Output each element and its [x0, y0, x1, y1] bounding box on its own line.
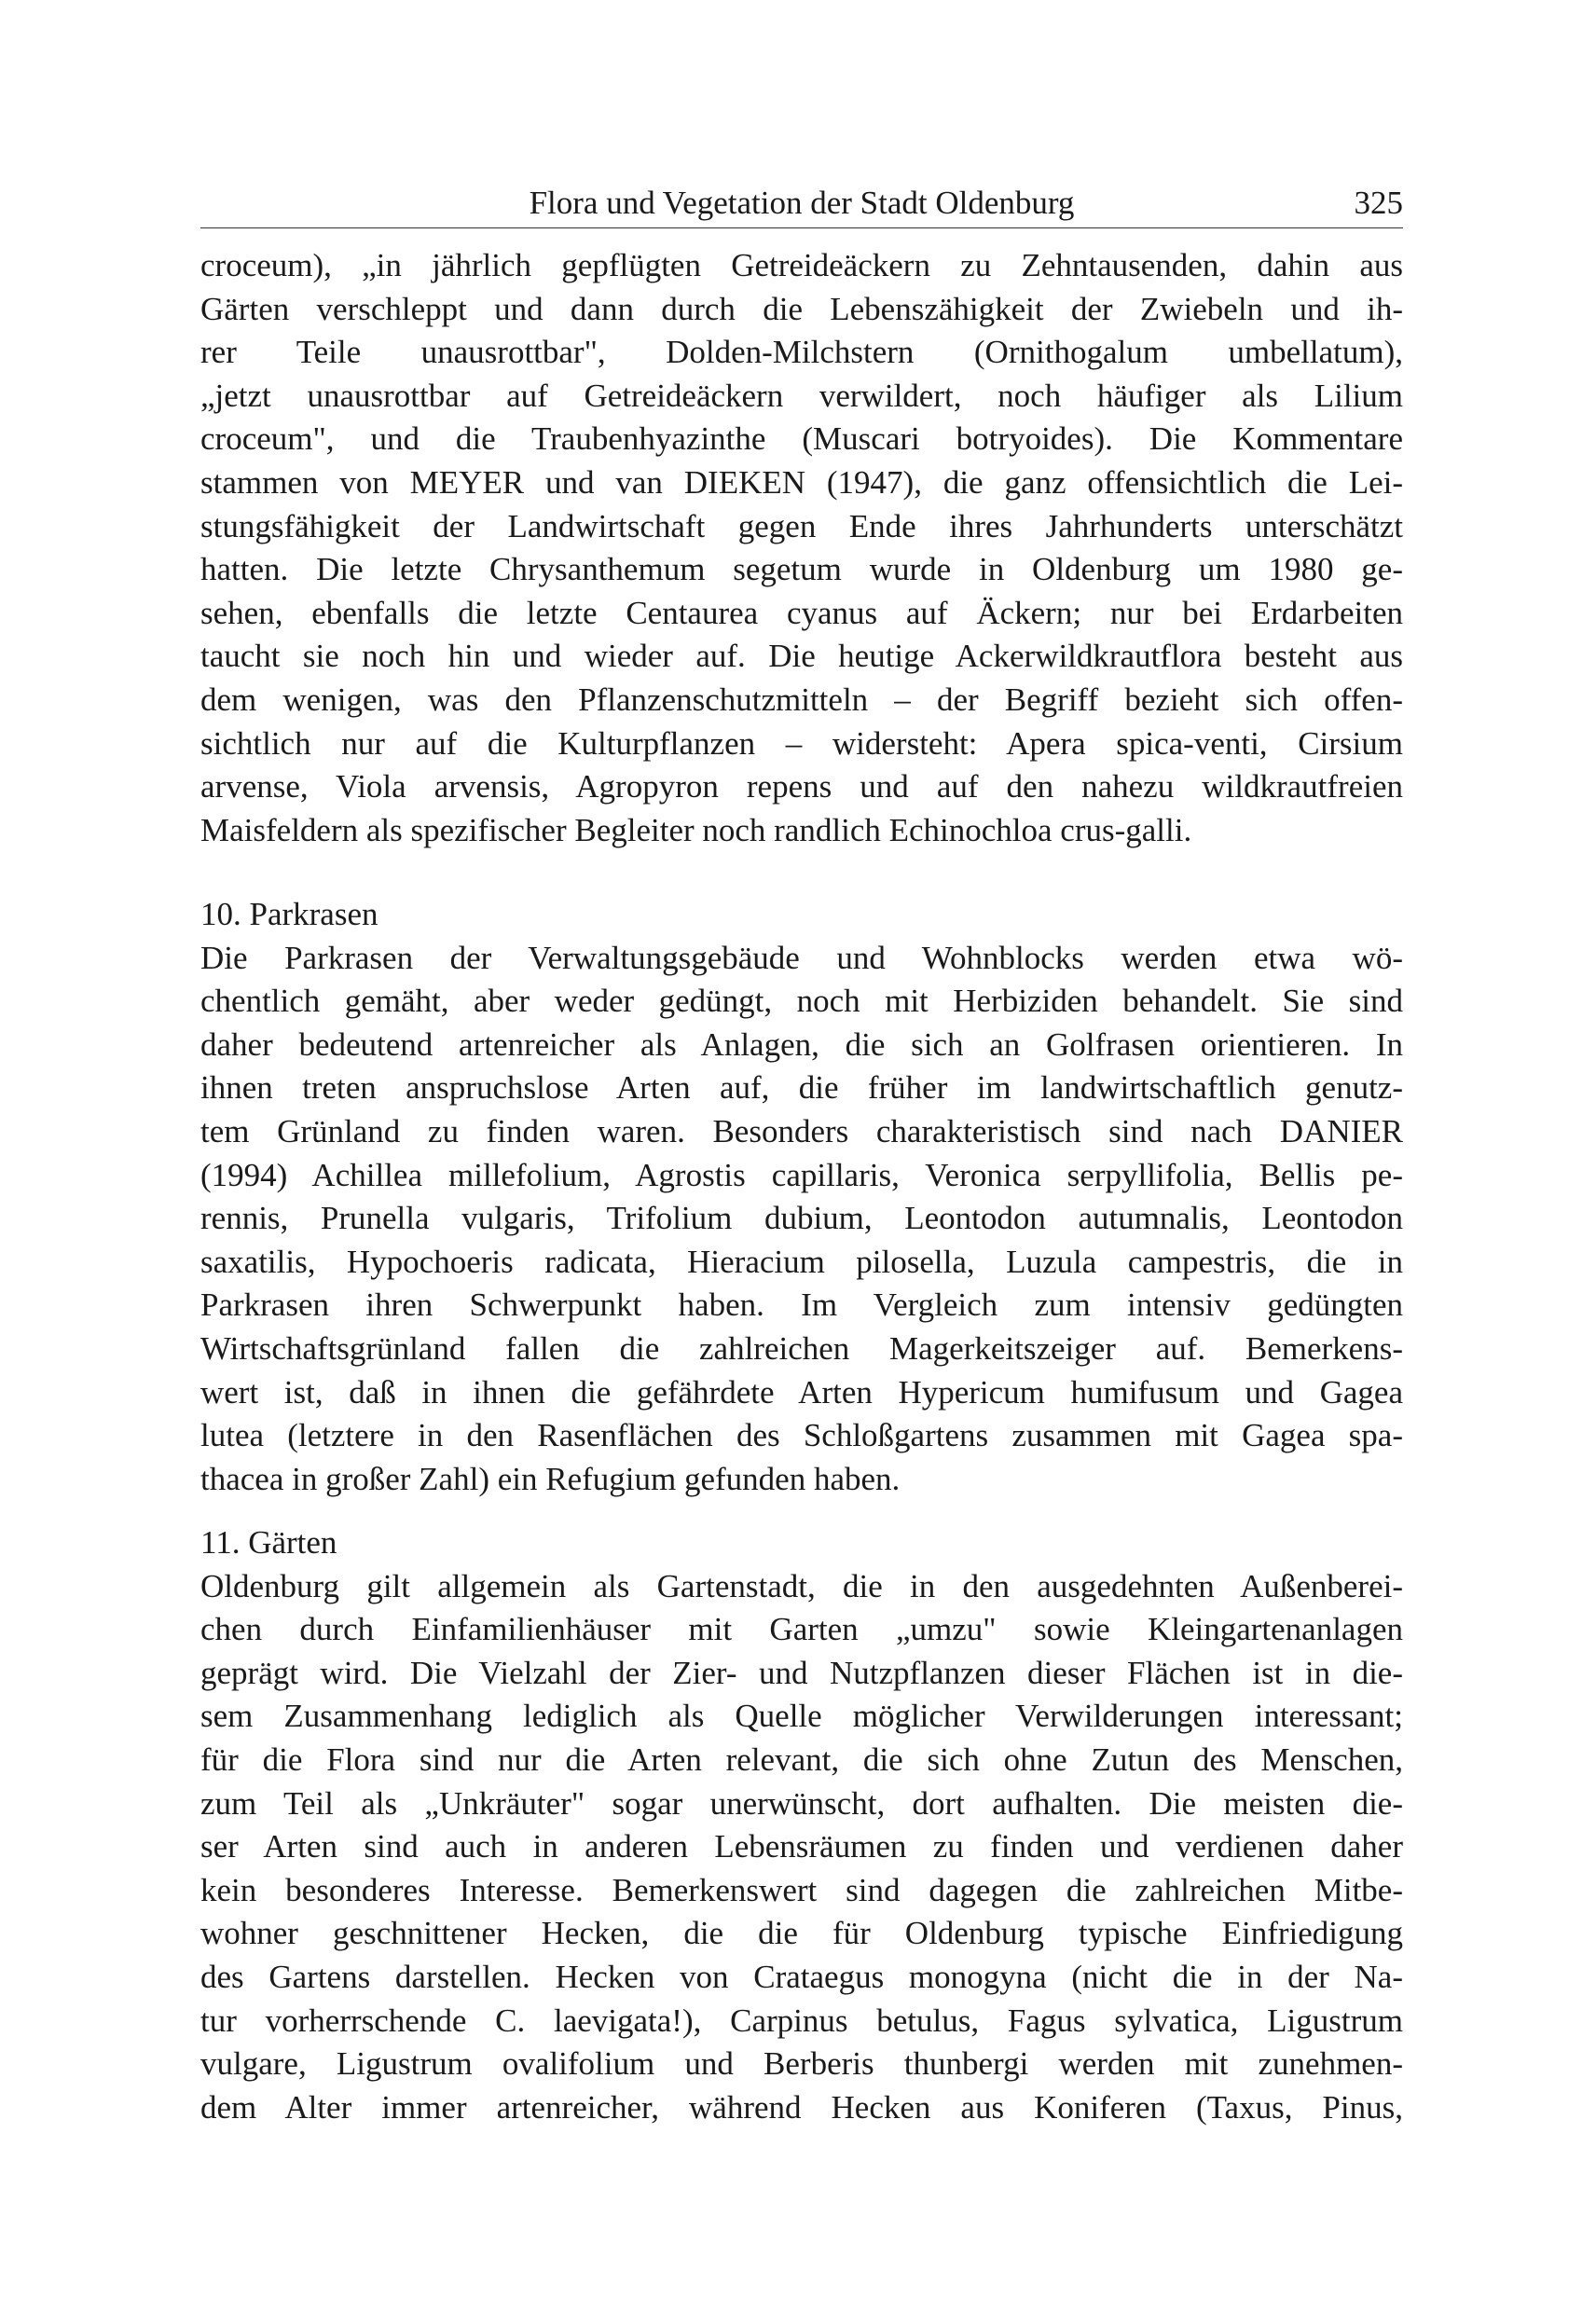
text-line: sichtlich nur auf die Kulturpflanzen – widersteht: Apera spica-venti, Cirsium	[200, 724, 1403, 762]
text-line: dem Alter immer artenreicher, während Hecken aus Koniferen (Taxus, Pinus,	[200, 2088, 1403, 2126]
text-line: lutea (letztere in den Rasenflächen des Schloßgartens zusammen mit Gagea spa-	[200, 1417, 1403, 1454]
text-line: rennis, Prunella vulgaris, Trifolium dubium, Leontodon autumnalis, Leontodon	[200, 1200, 1403, 1237]
text-line: croceum), „in jährlich gepflügten Getreideäckern zu Zehntausenden, dahin aus	[200, 247, 1403, 283]
text-line: saxatilis, Hypochoeris radicata, Hieracium pilosella, Luzula campestris, die in	[200, 1243, 1403, 1280]
text-line: Gärten verschleppt und dann durch die Lebenszähigkeit der Zwiebeln und ih-	[200, 290, 1403, 327]
text-line: taucht sie noch hin und wieder auf. Die heutige Ackerwildkrautflora besteht aus	[200, 638, 1403, 675]
text-line: ser Arten sind auch in anderen Lebensräumen zu finden und verdienen daher	[200, 1828, 1403, 1865]
page-number: 325	[1354, 185, 1403, 221]
text-line: Wirtschaftsgrünland fallen die zahlreichen Magerkeitszeiger auf. Bemerkens-	[200, 1329, 1403, 1367]
text-line: Parkrasen ihren Schwerpunkt haben. Im Vergleich zum intensiv gedüngten	[200, 1287, 1403, 1324]
text-line: geprägt wird. Die Vielzahl der Zier- und Nutzpflanzen dieser Flächen ist in die-	[200, 1654, 1403, 1691]
text-line: hatten. Die letzte Chrysanthemum segetum wurde in Oldenburg um 1980 ge-	[200, 551, 1403, 588]
paragraph-ackerwildkraut	[200, 244, 1403, 852]
text-line: croceum", und die Traubenhyazinthe (Muscari botryoides). Die Kommentare	[200, 420, 1403, 458]
text-line: Oldenburg gilt allgemein als Gartenstadt, die in den ausgedehnten Außenberei-	[200, 1567, 1403, 1604]
text-line: vulgare, Ligustrum ovalifolium und Berberis thunbergi werden mit zunehmen-	[200, 2045, 1403, 2083]
text-line: stammen von MEYER und van DIEKEN (1947), die ganz offensichtlich die Lei-	[200, 463, 1403, 501]
text-line: chen durch Einfamilienhäuser mit Garten „umzu" sowie Kleingartenanlagen	[200, 1611, 1403, 1648]
text-line: dem wenigen, was den Pflanzenschutzmitteln – der Begriff bezieht sich offen-	[200, 681, 1403, 718]
text-line: ihnen treten anspruchslose Arten auf, die früher im landwirtschaftlich genutz-	[200, 1069, 1403, 1107]
text-line: Die Parkrasen der Verwaltungsgebäude und Wohnblocks werden etwa wö-	[200, 939, 1403, 976]
text-line: thacea in großer Zahl) ein Refugium gefunden haben.	[200, 1460, 901, 1497]
text-line: Maisfeldern als spezifischer Begleiter noch randlich Echinochloa crus-galli.	[200, 811, 1192, 848]
text-line: wert ist, daß in ihnen die gefährdete Arten Hypericum humifusum und Gagea	[200, 1373, 1403, 1411]
text-line: zum Teil als „Unkräuter" sogar unerwünscht, dort aufhalten. Die meisten die-	[200, 1784, 1403, 1822]
text-line: für die Flora sind nur die Arten relevant, die sich ohne Zutun des Menschen,	[200, 1741, 1403, 1778]
text-line: tem Grünland zu finden waren. Besonders charakteristisch sind nach DANIER	[200, 1112, 1403, 1149]
text-line: chentlich gemäht, aber weder gedüngt, noch mit Herbiziden behandelt. Sie sind	[200, 983, 1403, 1020]
section-parkrasen	[200, 893, 1403, 1501]
section-heading: 10. Parkrasen	[200, 896, 378, 932]
text-line: daher bedeutend artenreicher als Anlagen, die sich an Golfrasen orientieren. In	[200, 1025, 1403, 1063]
running-title: Flora und Vegetation der Stadt Oldenburg	[529, 185, 1075, 221]
text-line: tur vorherrschende C. laevigata!), Carpinus betulus, Fagus sylvatica, Ligustrum	[200, 2002, 1403, 2039]
text-line: kein besonderes Interesse. Bemerkenswert sind dagegen die zahlreichen Mitbe-	[200, 1871, 1403, 1908]
text-line: arvense, Viola arvensis, Agropyron repens und auf den nahezu wildkrautfreien	[200, 768, 1403, 805]
text-line: sehen, ebenfalls die letzte Centaurea cyanus auf Äckern; nur bei Erdarbeiten	[200, 594, 1403, 631]
page-header	[200, 181, 1403, 228]
text-line: „jetzt unausrottbar auf Getreideäckern verwildert, noch häufiger als Lilium	[200, 377, 1403, 414]
text-line: sem Zusammenhang lediglich als Quelle möglicher Verwilderungen interessant;	[200, 1698, 1403, 1735]
section-heading: 11. Gärten	[200, 1524, 337, 1561]
text-line: des Gartens darstellen. Hecken von Crataegus monogyna (nicht die in der Na-	[200, 1958, 1403, 1995]
text-line: (1994) Achillea millefolium, Agrostis capillaris, Veronica serpyllifolia, Bellis pe-	[200, 1156, 1403, 1193]
text-line: wohner geschnittener Hecken, die die für Oldenburg typische Einfriedigung	[200, 1915, 1403, 1952]
text-line: rer Teile unausrottbar", Dolden-Milchstern (Ornithogalum umbellatum),	[200, 334, 1403, 371]
text-line: stungsfähigkeit der Landwirtschaft gegen Ende ihres Jahrhunderts unterschätzt	[200, 507, 1403, 544]
section-gaerten	[200, 1521, 1403, 2129]
